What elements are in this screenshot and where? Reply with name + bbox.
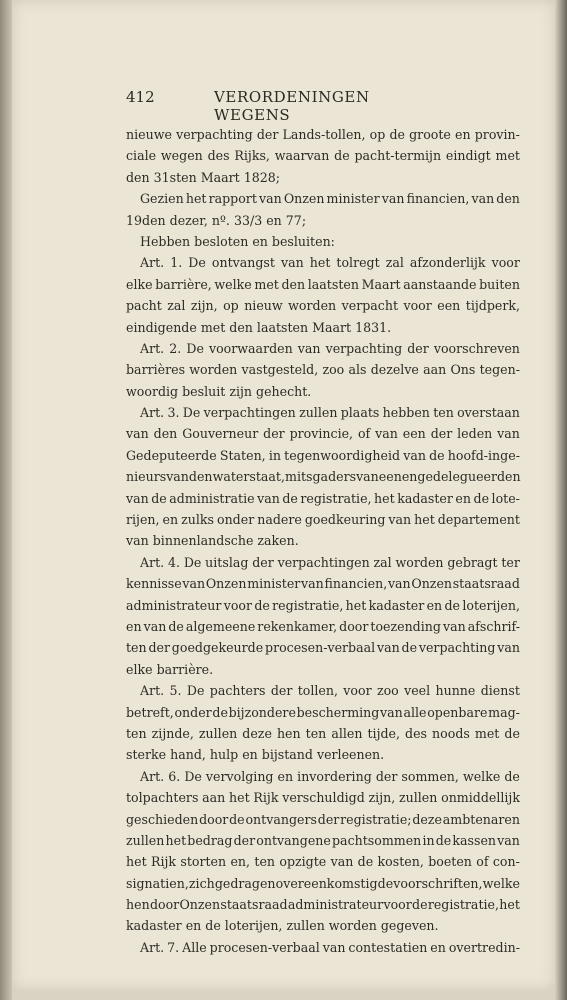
text-line: kennisse van Onzen minister van financien, van Onzen staatsraad <box>126 576 520 592</box>
text-line: nieurs van den waterstaat, mitsgaders van eenen gedelegueerden <box>126 469 521 485</box>
text-line: betreft, onder de bijzondere bescherming van alle openbare mag- <box>126 704 520 720</box>
text-line: Gezien het rapport van Onzen minister van financien, van den <box>140 191 520 207</box>
text-line: pacht zal zijn, op nieuw worden verpacht voor een tijdperk, <box>126 298 520 314</box>
text-line: Art. 1. De ontvangst van het tolregt zal afzonderlijk voor <box>140 255 520 271</box>
page-header <box>126 88 436 124</box>
text-line: den 31sten Maart 1828; <box>126 169 281 185</box>
book-spine-shadow <box>0 0 12 1000</box>
text-line: Art. 6. De vervolging en invordering der sommen, welke de <box>140 768 520 784</box>
text-line: kadaster en de loterijen, zullen worden gegeven. <box>126 918 439 934</box>
text-line: van de administratie van de registratie, het kadaster en de lote- <box>126 490 520 506</box>
text-line: Hebben besloten en besluiten: <box>140 233 335 249</box>
page-number: 412 <box>126 88 155 106</box>
running-title: VERORDENINGEN WEGENS <box>214 88 370 124</box>
text-line: Gedeputeerde Staten, in tegenwoordigheid van de hoofd-inge- <box>126 447 520 463</box>
text-line: Art. 7. Alle procesen-verbaal van contestatien en overtredin- <box>140 939 520 955</box>
text-line: Art. 3. De verpachtingen zullen plaats hebben ten overstaan <box>140 405 520 421</box>
text-line: Art. 2. De voorwaarden van verpachting der voorschreven <box>140 340 520 356</box>
text-line: geschieden door de ontvangers der registratie; deze ambtenaren <box>126 811 520 827</box>
body-text <box>126 124 520 958</box>
text-line: ten der goedgekeurde procesen-verbaal van de verpachting van <box>126 640 520 656</box>
text-line: van binnenlandsche zaken. <box>126 533 299 549</box>
page-edge-shadow <box>555 0 567 1000</box>
text-line: sterke hand, hulp en bijstand verleenen. <box>126 747 385 763</box>
text-line: elke barrière, welke met den laatsten Maart aanstaande buiten <box>126 276 520 292</box>
text-line: het Rijk storten en, ten opzigte van de kosten, boeten of con- <box>126 854 520 870</box>
text-line: signatien, zich gedragen overeenkomstig de voorschriften, welke <box>126 875 520 891</box>
text-line: ciale wegen des Rijks, waarvan de pacht-termijn eindigt met <box>126 148 520 164</box>
text-line: nieuwe verpachting der Lands-tollen, op de groote en provin- <box>126 127 520 142</box>
text-line: ten zijnde, zullen deze hen ten allen tijde, des noods met de <box>126 725 520 741</box>
text-line: Art. 5. De pachters der tollen, voor zoo veel hunne dienst <box>140 683 520 699</box>
text-line: barrières worden vastgesteld, zoo als dezelve aan Ons tegen- <box>126 362 520 378</box>
text-line: en van de algemeene rekenkamer, door toezending van afschrif- <box>126 618 520 634</box>
text-line: tolpachters aan het Rijk verschuldigd zijn, zullen onmiddellijk <box>126 790 520 806</box>
text-line: van den Gouverneur der provincie, of van een der leden van <box>126 426 520 442</box>
text-line: zullen het bedrag der ontvangene pachtsommen in de kassen van <box>126 832 520 848</box>
text-line: elke barrière. <box>126 661 214 677</box>
text-line: eindigende met den laatsten Maart 1831. <box>126 319 392 335</box>
text-line: 19den dezer, nº. 33/3 en 77; <box>126 212 307 228</box>
text-line: administrateur voor de registratie, het kadaster en de loterijen, <box>126 597 520 613</box>
text-line: woordig besluit zijn gehecht. <box>126 383 312 399</box>
text-line: Art. 4. De uitslag der verpachtingen zal worden gebragt ter <box>140 554 520 570</box>
text-line: hen door Onzen staatsraad administrateur voor de registratie, het <box>126 897 520 913</box>
text-line: rijen, en zulks onder nadere goedkeuring van het departement <box>126 512 520 528</box>
